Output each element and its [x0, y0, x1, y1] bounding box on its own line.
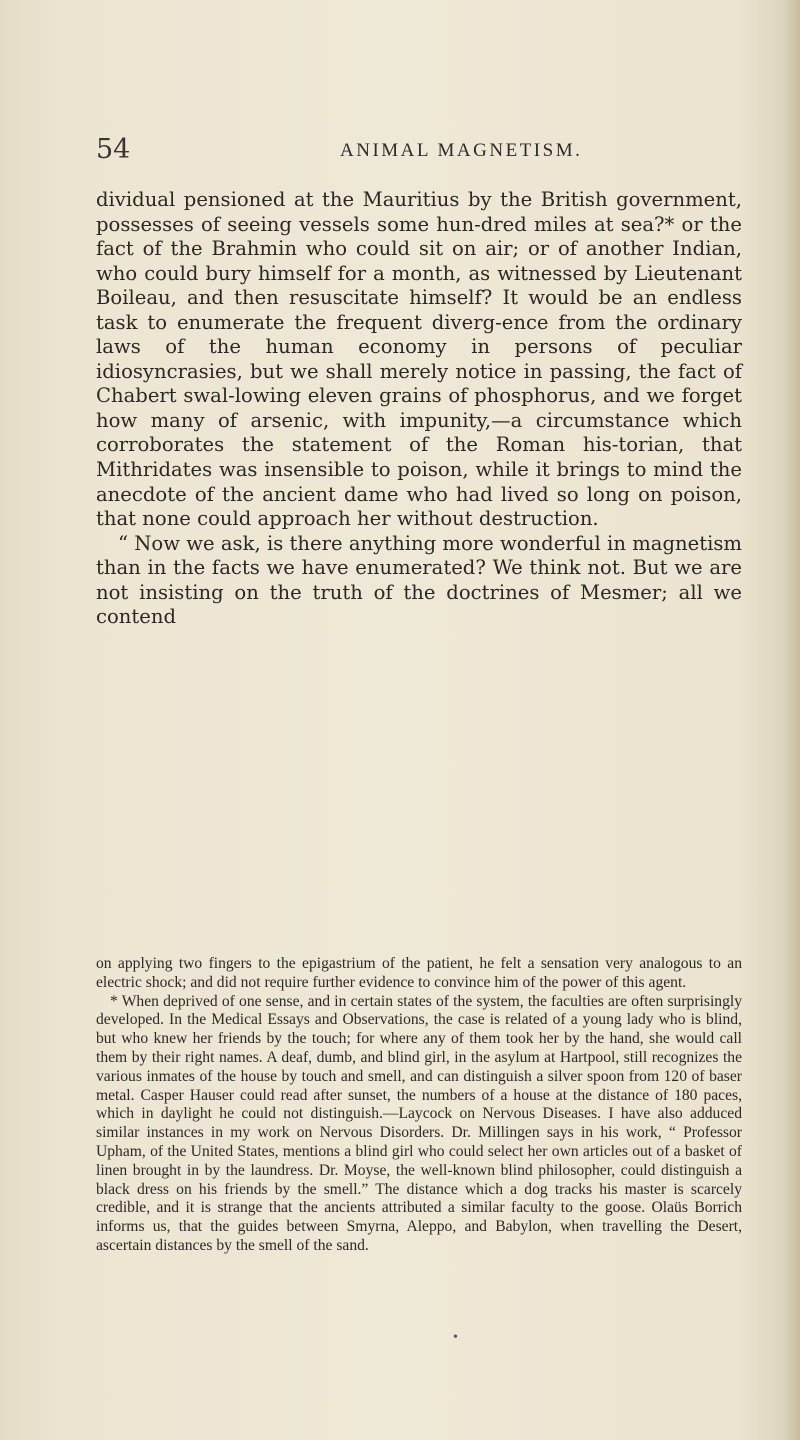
- signature-mark: •: [453, 1330, 458, 1345]
- footnotes: [96, 955, 742, 1256]
- page-header: [96, 134, 756, 174]
- body-paragraph: dividual pensioned at the Mauritius by the British government, possesses of seeing vessels some hun-dred miles at sea?* or the fact of the Brahmin who could sit on air; or of another Indian, who could bury himself for a month, as witnessed by Lieutenant Boileau, and then resuscitate himself? It would be an endless task to enumerate the frequent diverg-ence from the ordinary laws of the human economy in persons of peculiar idiosyncrasies, but we shall merely notice in passing, the fact of Chabert swal-lowing eleven grains of phosphorus, and we forget how many of arsenic, with impunity,—a circumstance which corroborates the statement of the Roman his-torian, that Mithridates was insensible to poison, while it brings to mind the anecdote of the ancient dame who had lived so long on poison, that none could approach her without destruction.: [96, 188, 742, 531]
- footnote: * When deprived of one sense, and in certain states of the system, the faculties are often surprisingly developed. In the Medical Essays and Observations, the case is related of a young lady who is blind, but who knew her friends by the touch; for where any of them took her by the hand, she would call them by their right names. A deaf, dumb, and blind girl, in the asylum at Hartpool, still recognizes the various inmates of the house by touch and smell, and can distinguish a silver spoon from 120 of baser metal. Casper Hauser could read after sunset, the numbers of a house at the distance of 180 paces, which in daylight he could not distinguish.—Laycock on Nervous Diseases. I have also adduced similar instances in my work on Nervous Disorders. Dr. Millingen says in his work, “ Professor Upham, of the United States, mentions a blind girl who could select her own articles out of a basket of linen brought in by the laundress. Dr. Moyse, the well-known blind philosopher, could distinguish a black dress on his friends by the smell.” The distance which a dog tracks his master is scarcely credible, and it is strange that the ancients attributed a similar faculty to the goose. Olaüs Borrich informs us, that the guides between Smyrna, Aleppo, and Babylon, when travelling the Desert, ascertain distances by the smell of the sand.: [96, 992, 742, 1254]
- page-number: 54: [96, 134, 131, 165]
- running-title: ANIMAL MAGNETISM.: [340, 140, 583, 161]
- footnote-continued: on applying two fingers to the epigastrium of the patient, he felt a sensation very analogous to an electric shock; and did not require further evidence to convince him of the power of this agent.: [96, 955, 742, 991]
- body-text: [96, 188, 742, 630]
- body-paragraph: “ Now we ask, is there anything more wonderful in magnetism than in the facts we have enumerated? We think not. But we are not insisting on the truth of the doctrines of Mesmer; all we contend: [96, 531, 742, 629]
- page-edge-shadow: [782, 0, 800, 1440]
